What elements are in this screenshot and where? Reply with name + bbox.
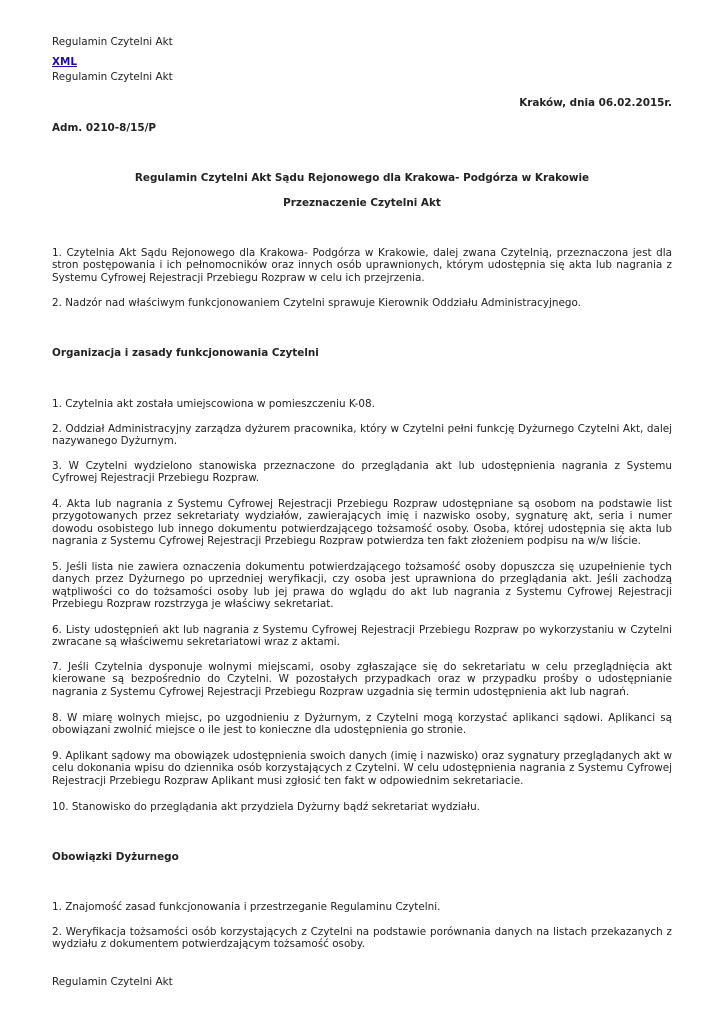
organization-point-1: 1. Czytelnia akt została umiejscowiona w pomieszczeniu K-08. <box>52 398 375 410</box>
section-heading-organization: Organizacja i zasady funkcjonowania Czytelni <box>52 347 319 359</box>
purpose-point-2: 2. Nadzór nad właściwym funkcjonowaniem Czytelni sprawuje Kierownik Oddziału Administracyjnego. <box>52 297 581 309</box>
organization-point-3: 3. W Czytelni wydzielono stanowiska przeznaczone do przeglądania akt lub udostępnienia nagrania z Systemu Cyfrowej Rejestracji Przebiegu Rozpraw. <box>52 460 672 485</box>
purpose-point-1: 1. Czytelnia Akt Sądu Rejonowego dla Krakowa- Podgórza w Krakowie, dalej zwana Czytelnią, przeznaczona jest dla stron postępowania i ich pełnomocników oraz innych osób uprawnionych, którym udostępnia się akta lub nagrania z Systemu Cyfrowej Rejestracji Przebiegu Rozpraw w celu ich przejrzenia. <box>52 247 672 284</box>
header-subtitle: Regulamin Czytelni Akt <box>52 71 173 83</box>
running-footer: Regulamin Czytelni Akt <box>52 976 173 988</box>
organization-point-6: 6. Listy udostępnień akt lub nagrania z Systemu Cyfrowej Rejestracji Przebiegu Rozpraw po wykorzystaniu w Czytelni zwracane są właściwemu sekretariatowi wraz z aktami. <box>52 624 672 649</box>
duties-point-2: 2. Weryfikacja tożsamości osób korzystających z Czytelni na podstawie porównania danych na listach przekazanych z wydziału z dokumentem potwierdzającym tożsamość osoby. <box>52 926 672 951</box>
organization-point-7: 7. Jeśli Czytelnia dysponuje wolnymi miejscami, osoby zgłaszające się do sekretariatu w celu przeglądnięcia akt kierowane są bezpośrednio do Czytelni. W pozostałych przypadkach oraz w przypadku prośby o udostępnianie nagrania z Systemu Cyfrowej Rejestracji Przebiegu Rozpraw uzgadnia się termin udostępnienia akt lub nagrań. <box>52 661 672 698</box>
reference-number: Adm. 0210-8/15/P <box>52 122 156 134</box>
xml-link[interactable]: XML <box>52 56 77 68</box>
section-heading-duties: Obowiązki Dyżurnego <box>52 851 179 863</box>
xml-link-line <box>52 56 77 68</box>
organization-point-5: 5. Jeśli lista nie zawiera oznaczenia dokumentu potwierdzającego tożsamość osoby dopuszcza się uzupełnienie tych danych przez Dyżurnego po uprzedniej weryfikacji, czy osoba jest uprawniona do przeglądania akt. Jeśli zachodzą wątpliwości co do tożsamości osoby lub jej prawa do wglądu do akt lub nagrania z Systemu Cyfrowej Rejestracji Przebiegu Rozpraw rozstrzyga je właściwy sekretariat. <box>52 561 672 611</box>
duties-point-1: 1. Znajomość zasad funkcjonowania i przestrzeganie Regulaminu Czytelni. <box>52 901 441 913</box>
organization-point-4: 4. Akta lub nagrania z Systemu Cyfrowej Rejestracji Przebiegu Rozpraw udostępniane są osobom na podstawie list przygotowanych przez sekretariaty wydziałów, zawierających imię i nazwisko osoby, sygnaturę akt, seria i numer dowodu osobistego lub innego dokumentu potwierdzającego tożsamość osoby. Osoba, której udostępnia się akta lub nagrania z Systemu Cyfrowej Rejestracji Przebiegu Rozpraw potwierdza ten fakt złożeniem podpisu na w/w liście. <box>52 498 672 548</box>
section-title-purpose: Przeznaczenie Czytelni Akt <box>283 197 441 209</box>
organization-point-2: 2. Oddział Administracyjny zarządza dyżurem pracownika, który w Czytelni pełni funkcję Dyżurnego Czytelni Akt, dalej nazywanego Dyżurnym. <box>52 423 672 448</box>
organization-point-9: 9. Aplikant sądowy ma obowiązek udostępnienia swoich danych (imię i nazwisko) oraz sygnatury przeglądanych akt w celu dokonania wpisu do dziennika osób korzystających z Czytelni. W celu udostępnienia nagrania z Systemu Cyfrowej Rejestracji Przebiegu Rozpraw Aplikant musi zgłosić ten fakt w odpowiednim sekretariacie. <box>52 750 672 787</box>
organization-point-8: 8. W miarę wolnych miejsc, po uzgodnieniu z Dyżurnym, z Czytelni mogą korzystać aplikanci sądowi. Aplikanci są obowiązani zwolnić miejsce o ile jest to konieczne dla udostępnienia go stronie. <box>52 712 672 737</box>
place-date: Kraków, dnia 06.02.2015r. <box>519 97 672 109</box>
running-header: Regulamin Czytelni Akt <box>52 36 173 48</box>
document-title: Regulamin Czytelni Akt Sądu Rejonowego dla Krakowa- Podgórza w Krakowie <box>134 172 590 184</box>
organization-point-10: 10. Stanowisko do przeglądania akt przydziela Dyżurny bądź sekretariat wydziału. <box>52 801 480 813</box>
